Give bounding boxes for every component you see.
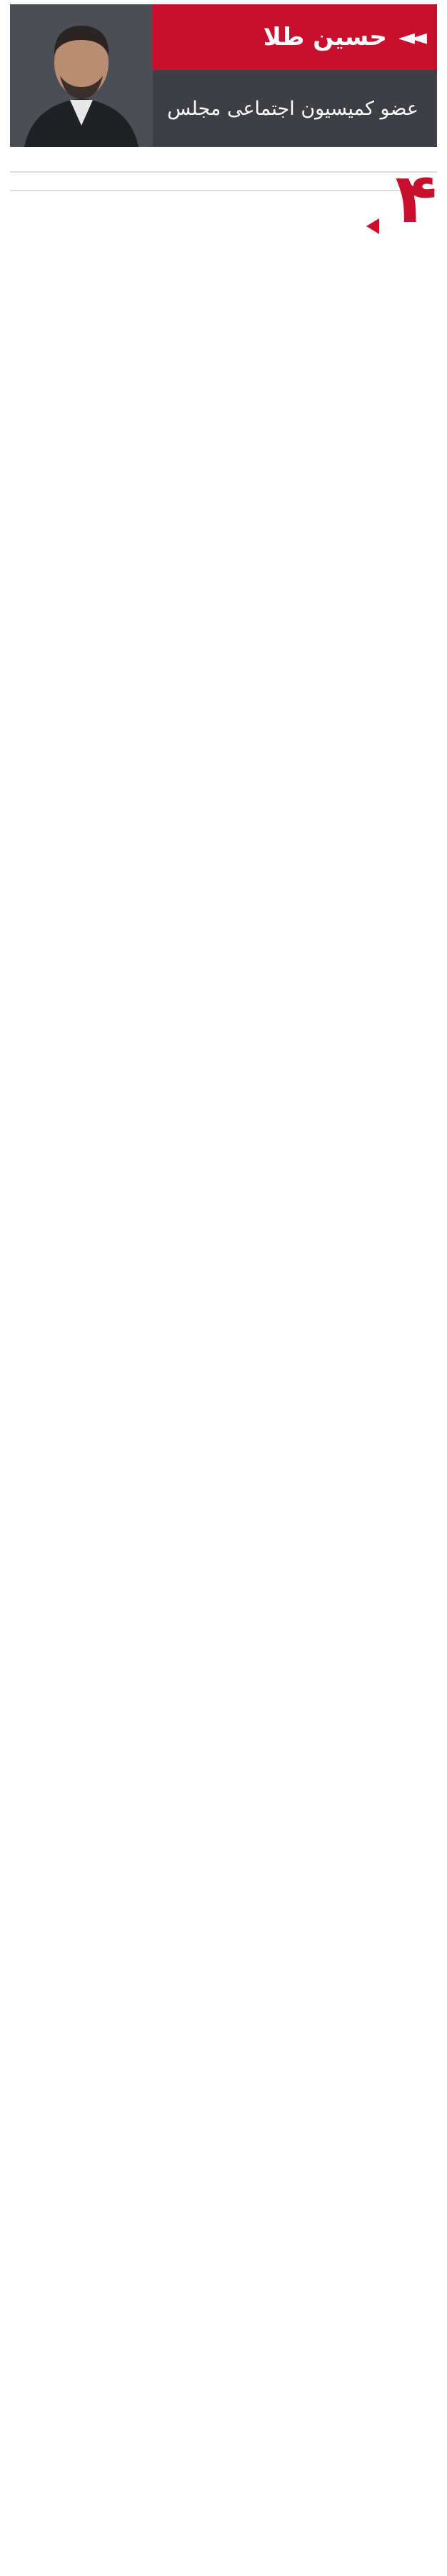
article-page xyxy=(0,4,447,2576)
author-header xyxy=(10,4,437,147)
end-mark-icon xyxy=(366,218,379,234)
author-portrait-icon xyxy=(10,4,153,147)
double-arrow-icon: ◄◄ xyxy=(398,24,423,50)
author-name: حسین طلا xyxy=(263,23,387,51)
author-title: عضو کمیسیون اجتماعی مجلس xyxy=(167,97,418,120)
divider xyxy=(10,190,437,191)
author-name-bar xyxy=(153,4,437,70)
author-photo xyxy=(10,4,153,147)
author-title-bar xyxy=(153,70,437,147)
lead-number: ۴ xyxy=(395,158,437,238)
article-body xyxy=(10,158,437,243)
divider xyxy=(10,171,437,173)
